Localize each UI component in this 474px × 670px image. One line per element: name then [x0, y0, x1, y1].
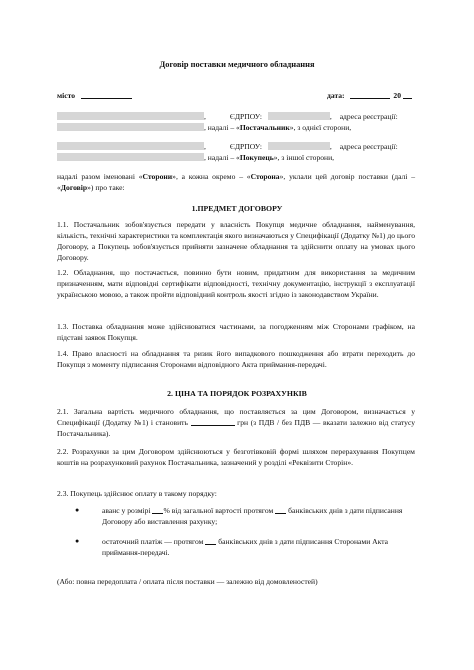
date-label: дата:: [327, 91, 345, 100]
buyer-line-2: [57, 152, 334, 163]
clause-1-2: 1.2. Обладнання, що постачається, повинно бути новим, придатним для використання за медичним призначенням, мати відповідні сертифікати відповідності, технічну документацію, інструкції з експлуатації українською мовою, а також пройти відповідний контроль якості згідно із законодавством України.: [57, 268, 415, 299]
clause-1-1: 1.1. Постачальник зобов'язується передати у власність Покупця медичне обладнання, найменування, кількість, технічні характеристики та комплектація якого визначаються у Специфікації (Додатку №1) до цього Договору, а Покупець зобов'язується прийняти зазначене обладнання та здійснити оплату на умовах цього Договору.: [57, 220, 415, 262]
advance-percent-field[interactable]: [152, 505, 163, 514]
clause-1-3: 1.3. Поставка обладнання може здійснюватися частинами, за погодженням між Сторонами графіком, на підставі заявок Покупця.: [57, 322, 415, 342]
payment-bullet-final: ● остаточний платіж — протягом банківських днів з дати підписання Сторонами Акта приймання-передачі.: [75, 537, 389, 557]
buyer-role: Покупець: [239, 153, 274, 162]
buyer-address-field[interactable]: [57, 153, 204, 161]
supplier-name-field[interactable]: [57, 112, 204, 120]
section-1-heading: 1.ПРЕДМЕТ ДОГОВОРУ: [191, 204, 283, 213]
clause-2-1: 2.1. Загальна вартість медичного обладнання, що поставляється за цим Договором, визначається у Специфікації (Додатку №1) і становить грн (з ПДВ / без ПДВ — вказати залежно від статусу Постачальника).: [57, 407, 416, 438]
buyer-address-label: адреса реєстрації:: [339, 142, 398, 151]
clause-1-4: 1.4. Право власності на обладнання та ризик його випадкового пошкодження або втрати переходить до Покупця з моменту підписання Сторонами відповідного Акта приймання-передачі.: [57, 349, 415, 369]
advance-days-field[interactable]: [275, 505, 286, 514]
buyer-tail-pre: , надалі – «: [204, 153, 240, 162]
payment-bullet-advance: ● аванс у розмірі % від загальної вартості протягом банківських днів з дати підписання Договору або виставлення рахунку;: [75, 506, 403, 526]
bullet-icon: ●: [75, 506, 80, 514]
bullet-icon: ●: [75, 537, 80, 545]
supplier-line-2: [57, 122, 351, 133]
city-label: місто: [57, 91, 76, 100]
date-field[interactable]: [350, 90, 390, 99]
supplier-edrpou-label: ЄДРПОУ:: [229, 112, 262, 121]
section-2-heading: 2. ЦІНА ТА ПОРЯДОК РОЗРАХУНКІВ: [167, 389, 307, 398]
buyer-tail-post: », з іншої сторони,: [273, 153, 335, 162]
buyer-edrpou-field[interactable]: [268, 142, 330, 150]
clause-2-2: 2.2. Розрахунки за цим Договором здійснюються у безготівковій формі шляхом перерахування Покупцем коштів на розрахунковий рахунок Постачальника, зазначений у розділі «Реквізити Сторін».: [57, 447, 415, 467]
supplier-line-1: , ЄДРПОУ: , адреса реєстрації:: [57, 111, 398, 122]
intro-paragraph: надалі разом іменовані «Сторони», а кожна окремо – «Сторона», уклали цей договір поставки (далі – «Договір») про таке:: [57, 172, 416, 192]
supplier-tail-pre: , надалі – «: [204, 123, 240, 132]
date-line: [327, 90, 412, 101]
buyer-line-1: , ЄДРПОУ: , адреса реєстрації:: [57, 141, 398, 152]
supplier-edrpou-field[interactable]: [268, 112, 330, 120]
supplier-tail-post: », з однієї сторони,: [289, 123, 352, 132]
supplier-address-field[interactable]: [57, 123, 204, 131]
final-days-field[interactable]: [205, 536, 216, 545]
buyer-edrpou-label: ЄДРПОУ:: [229, 142, 262, 151]
buyer-name-field[interactable]: [57, 142, 204, 150]
price-field[interactable]: [191, 417, 235, 426]
date-year: 20: [393, 91, 401, 100]
city-line: [57, 90, 132, 101]
city-field[interactable]: [81, 90, 132, 99]
document-title: Договір поставки медичного обладнання: [159, 60, 315, 69]
clause-2-3: 2.3. Покупець здійснює оплату в такому порядку:: [57, 489, 217, 498]
year-field[interactable]: [403, 90, 412, 99]
payment-note: (Або: повна передоплата / оплата після поставки — залежно від домовленостей): [57, 577, 318, 586]
supplier-address-label: адреса реєстрації:: [339, 112, 398, 121]
supplier-role: Постачальник: [239, 123, 290, 132]
